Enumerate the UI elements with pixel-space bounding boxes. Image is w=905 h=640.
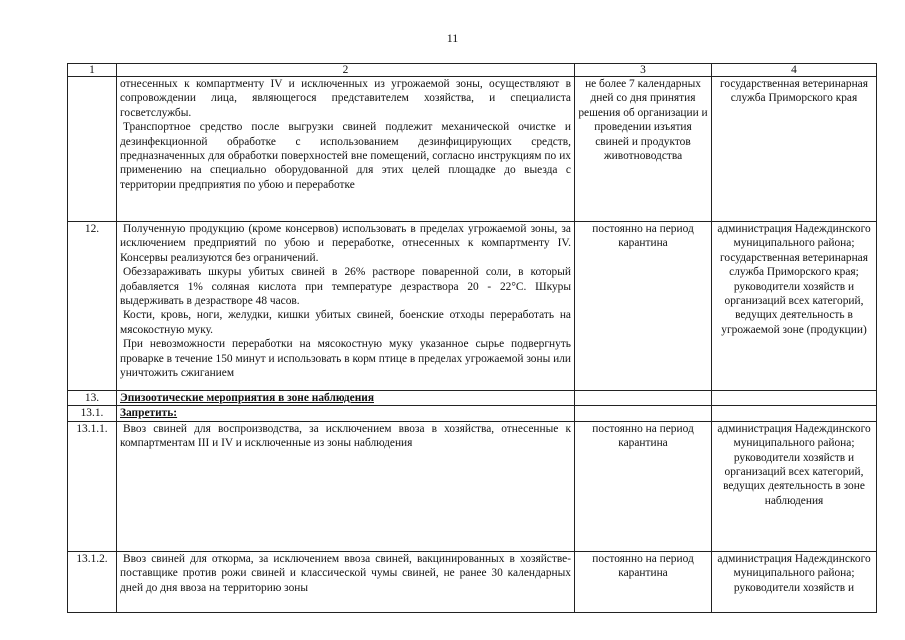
empty-cell bbox=[712, 406, 877, 421]
column-header-2: 2 bbox=[117, 64, 575, 77]
measures-table bbox=[67, 63, 877, 613]
row-number: 12. bbox=[68, 222, 117, 391]
table-row bbox=[68, 551, 877, 612]
table-row bbox=[68, 77, 877, 222]
page-number: 11 bbox=[446, 31, 459, 45]
section-heading-cell bbox=[117, 391, 575, 406]
table-header-row bbox=[68, 64, 877, 77]
row-responsible: администрация Надеждинского муниципального района; руководители хозяйств и bbox=[712, 551, 877, 612]
section-heading: Эпизоотические мероприятия в зоне наблюдения bbox=[120, 392, 374, 404]
table-row bbox=[68, 391, 877, 406]
row-description bbox=[117, 222, 575, 391]
row-responsible: государственная ветеринарная служба Приморского края bbox=[712, 77, 877, 222]
table-row bbox=[68, 222, 877, 391]
row-number: 13.1.1. bbox=[68, 421, 117, 551]
description-paragraph: Обеззараживать шкуры убитых свиней в 26% растворе поваренной соли, в который добавляется 1% соляная кислота при температуре дезрастворa 20 - 22°С. Шкуры выдерживать в дезрастворе 48 часов. bbox=[120, 266, 571, 308]
row-number: 13. bbox=[68, 391, 117, 406]
table-row bbox=[68, 421, 877, 551]
description-paragraph: При невозможности переработки на мясокостную муку указанное сырье подвергнуть проварке в течение 150 минут и использовать в корм птице в пределах угрожаемой зоны или уничтожить сжиганием bbox=[120, 338, 571, 380]
description-paragraph: Ввоз свиней для откорма, за исключением ввоза свиней, вакцинированных в хозяйстве-поставщике против рожи свиней и классической чумы свиней, не ранее 30 календарных дней до дня ввоза на территорию зоны bbox=[120, 552, 571, 594]
empty-cell bbox=[575, 391, 712, 406]
row-description bbox=[117, 551, 575, 612]
row-term: постоянно на период карантина bbox=[575, 222, 712, 391]
table-row bbox=[68, 406, 877, 421]
description-paragraph: Ввоз свиней для воспроизводства, за исключением ввоза в хозяйства, отнесенные к компартментам III и IV и исключенные из зоны наблюдения bbox=[120, 422, 571, 450]
description-paragraph: Транспортное средство после выгрузки свиней подлежит механической очистке и дезинфекционной обработке с использованием дезинфицирующих средств, предназначенных для обработки поверхностей вне помещений, согласно инструкциям по их применению на специально оборудованной для этих целей площадке до выезда с территории предприятия по убою и переработке bbox=[120, 121, 571, 191]
description-paragraph: отнесенных к компартменту IV и исключенных из угрожаемой зоны, осуществляют в сопровождении лица, являющегося представителем хозяйства, и специалиста госветслужбы. bbox=[120, 78, 571, 119]
row-term: постоянно на период карантина bbox=[575, 551, 712, 612]
subsection-heading: Запретить: bbox=[120, 407, 178, 420]
subsection-heading-cell bbox=[117, 406, 575, 421]
row-description bbox=[117, 421, 575, 551]
column-header-3: 3 bbox=[575, 64, 712, 77]
row-description bbox=[117, 77, 575, 222]
description-paragraph: Кости, кровь, ноги, желудки, кишки убитых свиней, боенские отходы переработать на мясокостную муку. bbox=[120, 309, 571, 336]
empty-cell bbox=[575, 406, 712, 421]
row-number: 13.1.2. bbox=[68, 551, 117, 612]
column-header-1: 1 bbox=[68, 64, 117, 77]
description-paragraph: Полученную продукцию (кроме консервов) использовать в пределах угрожаемой зоны, за исключением предприятий по убою и переработке, отнесенных к компартменту IV. Консервы реализуются без ограничений. bbox=[120, 223, 571, 264]
column-header-4: 4 bbox=[712, 64, 877, 77]
empty-cell bbox=[712, 391, 877, 406]
row-term: не более 7 календарных дней со дня принятия решения об организации и проведении изъятия свиней и продуктов животноводства bbox=[575, 77, 712, 222]
row-term: постоянно на период карантина bbox=[575, 421, 712, 551]
row-responsible: администрация Надеждинского муниципального района; руководители хозяйств и организаций всех категорий, ведущих деятельность в зоне наблюдения bbox=[712, 421, 877, 551]
row-number bbox=[68, 77, 117, 222]
row-responsible: администрация Надеждинского муниципального района; государственная ветеринарная служба Приморского края; руководители хозяйств и организаций всех категорий, ведущих деятельность в угрожаемой зоне (продукции) bbox=[712, 222, 877, 391]
row-number: 13.1. bbox=[68, 406, 117, 421]
